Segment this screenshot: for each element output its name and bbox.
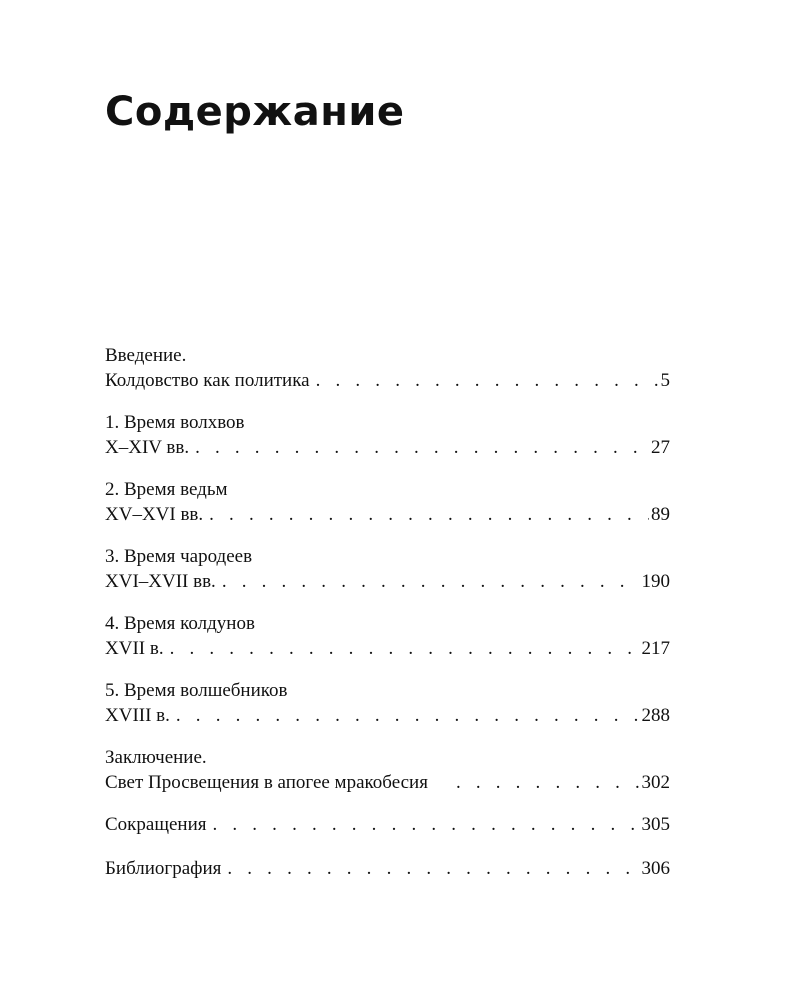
toc-entry-title-line	[105, 812, 670, 837]
toc-page-number: 27	[651, 437, 670, 458]
toc-entry-title-line	[105, 703, 670, 728]
dot-leader	[456, 770, 640, 795]
dot-leader	[209, 502, 649, 527]
toc-entry-title: XV–XVI вв.	[105, 504, 204, 525]
toc-entry-title: Свет Просвещения в апогее мракобесия	[105, 772, 428, 793]
toc-page-number: 302	[641, 772, 670, 793]
toc-page-number: 190	[641, 571, 670, 592]
toc-entry-title: Сокращения	[105, 814, 207, 835]
dot-leader	[222, 569, 640, 594]
toc-entry-heading: Введение.	[105, 345, 187, 366]
page-title: Содержание	[105, 89, 405, 135]
toc-page-number: 288	[641, 705, 670, 726]
toc-entry-title: XVIII в.	[105, 705, 170, 726]
toc-entry-heading: 3. Время чародеев	[105, 546, 253, 567]
dot-leader	[195, 435, 649, 460]
toc-entry-title-line	[105, 569, 670, 594]
toc-entry-chapter-4[interactable]	[105, 611, 670, 661]
table-of-contents	[105, 343, 670, 881]
toc-entry-title: XVII в.	[105, 638, 164, 659]
toc-entry-title: X–XIV вв.	[105, 437, 190, 458]
toc-page-number: 305	[641, 814, 670, 835]
toc-page-number: 89	[651, 504, 670, 525]
toc-entry-title-line	[105, 502, 670, 527]
toc-entry-title-line	[105, 435, 670, 460]
toc-entry-heading: Заключение.	[105, 747, 207, 768]
toc-entry-bibliography[interactable]	[105, 856, 670, 881]
toc-entry-abbreviations[interactable]	[105, 812, 670, 837]
toc-entry-heading: 1. Время волхвов	[105, 412, 245, 433]
toc-entry-title: XVI–XVII вв.	[105, 571, 216, 592]
toc-page-number: 306	[641, 858, 670, 879]
toc-page-number: 5	[660, 370, 670, 391]
toc-entry-title-line	[105, 636, 670, 661]
toc-entry-chapter-1[interactable]	[105, 410, 670, 460]
toc-page-number: 217	[641, 638, 670, 659]
dot-leader	[176, 703, 640, 728]
toc-entry-chapter-2[interactable]	[105, 477, 670, 527]
dot-leader	[212, 812, 639, 837]
toc-entry-chapter-3[interactable]	[105, 544, 670, 594]
toc-entry-conclusion[interactable]	[105, 745, 670, 795]
toc-entry-title: Библиография	[105, 858, 222, 879]
toc-entry-heading: 2. Время ведьм	[105, 479, 228, 500]
toc-entry-title: Колдовство как политика	[105, 370, 310, 391]
toc-entry-heading: 5. Время волшебников	[105, 680, 288, 701]
dot-leader	[227, 856, 639, 881]
toc-entry-heading: 4. Время колдунов	[105, 613, 255, 634]
toc-entry-title-line	[105, 770, 670, 795]
dot-leader	[316, 368, 659, 393]
toc-entry-chapter-5[interactable]	[105, 678, 670, 728]
toc-entry-introduction[interactable]	[105, 343, 670, 393]
toc-entry-title-line	[105, 368, 670, 393]
dot-leader	[170, 636, 640, 661]
toc-entry-title-line	[105, 856, 670, 881]
